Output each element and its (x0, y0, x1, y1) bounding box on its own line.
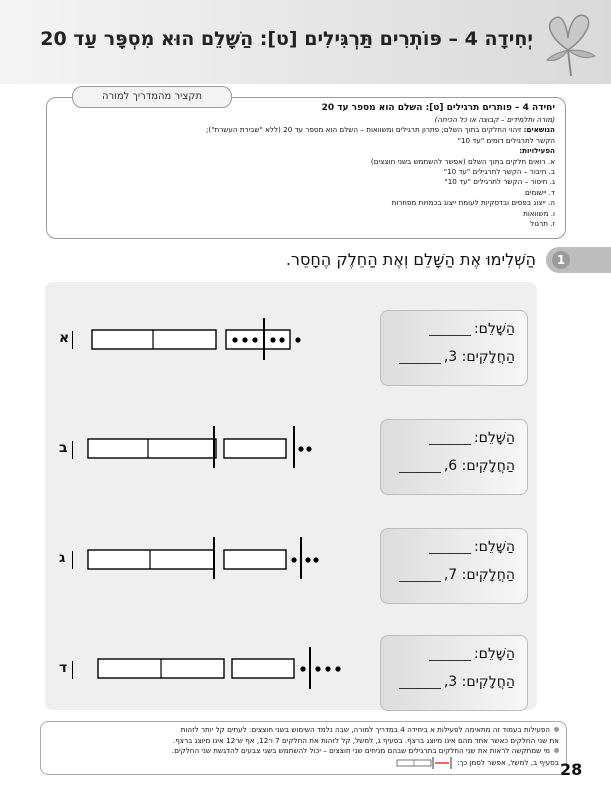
activity-item: א. רואים חלקים בתוך השלם (אפשר להשתמש בשני חוצצים) (370, 156, 555, 166)
whole-blank[interactable] (429, 432, 471, 445)
given-part: 7 (448, 567, 458, 583)
footer-note-text (59, 725, 559, 769)
activity-item: ב. חיבור – הקשר לתרגילים "עד 10" (443, 167, 555, 177)
missing-part-blank[interactable] (399, 460, 441, 473)
given-part: 6 (448, 458, 458, 474)
bar-model-a (86, 316, 316, 362)
parts-label: הַחֲלָקִים: (461, 458, 515, 474)
given-part: 3 (448, 674, 458, 690)
whole-answer-row (426, 321, 515, 337)
answer-box-d (380, 635, 528, 711)
answer-box-a (380, 310, 528, 386)
footer-line: מי שמתקשה לראות את שני החלקים בתרגילים שבהם מניחים שני חוצצים – יכול להשתמש בשני צבעים להדגשת שני החלקים. (59, 746, 559, 757)
row-letter-d: ד (59, 660, 68, 676)
bar-model-b (86, 424, 316, 470)
whole-label: הַשָּׁלֵם: (473, 321, 515, 337)
whole-label: הַשָּׁלֵם: (473, 430, 515, 446)
activity-item: ד. יישומים (524, 187, 555, 197)
bar-model-d (86, 645, 356, 691)
answer-box-c (380, 528, 528, 604)
missing-part-blank[interactable] (399, 676, 441, 689)
parts-answer-row: הַחֲלָקִים: 3, (396, 349, 515, 365)
parts-answer-row: הַחֲלָקִים: 7, (396, 567, 515, 583)
row-letter-b: ב (59, 440, 68, 456)
activity-item: ה. ייצוג בפסים ובדסקיות לעומת ייצוג בכמויות מפוזרות (391, 198, 555, 208)
teacher-summary-tab: תקציר מהמדריך למורה (72, 86, 232, 108)
teacher-summary-content (65, 102, 555, 229)
parts-answer-row: הַחֲלָקִים: 3, (396, 674, 515, 690)
row-letter-c: ג (59, 550, 66, 566)
flower-logo-icon (533, 10, 603, 80)
answer-box-b (380, 419, 528, 495)
given-part: 3 (448, 349, 458, 365)
topics-text: זיהוי החלקים בתוך השלם; פתרון תרגילים ומשוואות – השלם הוא מספר עד 20 (ללא "שבירת העשרת"); (205, 125, 522, 135)
footer-line: הפעילות בעמוד זה מתאימה לפעילות א ביחידה 4 במדריך למורה, שבה נלמד השימוש בשני חוצצים: לעתים קל יותר לזהות (59, 725, 559, 736)
whole-blank[interactable] (429, 648, 471, 661)
topics-text-2: הקשר לתרגילים דומים "עד 10" (457, 135, 555, 145)
row-margin-line (72, 331, 73, 349)
whole-blank[interactable] (429, 323, 471, 336)
bar-model-c (86, 535, 326, 581)
whole-answer-row (426, 539, 515, 555)
whole-answer-row (426, 430, 515, 446)
exercise-number: 1 (552, 251, 570, 269)
teacher-summary-title: יחידה 4 – פותרים תרגילים [ט]: השלם הוא מספר עד 20 (321, 103, 555, 113)
missing-part-blank[interactable] (399, 569, 441, 582)
topics-label: הנושאים: (523, 125, 555, 135)
activity-item: ז. תרגול (530, 219, 555, 229)
whole-label: הַשָּׁלֵם: (473, 539, 515, 555)
bullet-icon (554, 727, 559, 732)
row-letter-a: א (59, 330, 70, 346)
activity-item: ג. חיסור – הקשר לתרגילים "עד 10" (444, 177, 555, 187)
parts-label: הַחֲלָקִים: (461, 567, 515, 583)
whole-blank[interactable] (429, 541, 471, 554)
teacher-summary-subtitle: (מורה ותלמידים – קבוצה או כל הכיתה) (434, 115, 555, 124)
footer-line: בסעיף ב, למשל, אפשר לסמן כך: (59, 757, 559, 769)
activity-item: ו. משוואות (523, 208, 555, 218)
parts-answer-row: הַחֲלָקִים: 6, (396, 458, 515, 474)
exercise-instruction: הַשְׁלִימוּ אֶת הַשָּׁלֵם וְאֶת הַחֵלֶק הֶחָסֵר. (285, 250, 536, 269)
page-number: 28 (560, 760, 583, 779)
row-margin-line (72, 441, 73, 459)
row-margin-line (72, 551, 73, 569)
page-title: יְחִידָה 4 – פּוֹתְרִים תַּרְגִּילִים [ט]: הַשָּׁלֵם הוּא מִסְפָּר עַד 20 (40, 28, 533, 50)
whole-label: הַשָּׁלֵם: (473, 646, 515, 662)
row-margin-line (72, 661, 73, 679)
parts-label: הַחֲלָקִים: (461, 674, 515, 690)
missing-part-blank[interactable] (399, 351, 441, 364)
footer-line: את שני החלקים כאשר אחד מהם אינו מיוצג ברצף. בסעיף ג, למשל, קל לזהות את החלקים 7 ו־12, אף ש־12 אינו מיוצג ברצף. (172, 735, 559, 745)
parts-label: הַחֲלָקִים: (461, 349, 515, 365)
activities-label: הפעילויות: (519, 146, 555, 156)
bullet-icon (554, 748, 559, 753)
whole-answer-row (426, 646, 515, 662)
topics-line (65, 125, 555, 135)
footer-mini-bar-model (395, 757, 455, 769)
